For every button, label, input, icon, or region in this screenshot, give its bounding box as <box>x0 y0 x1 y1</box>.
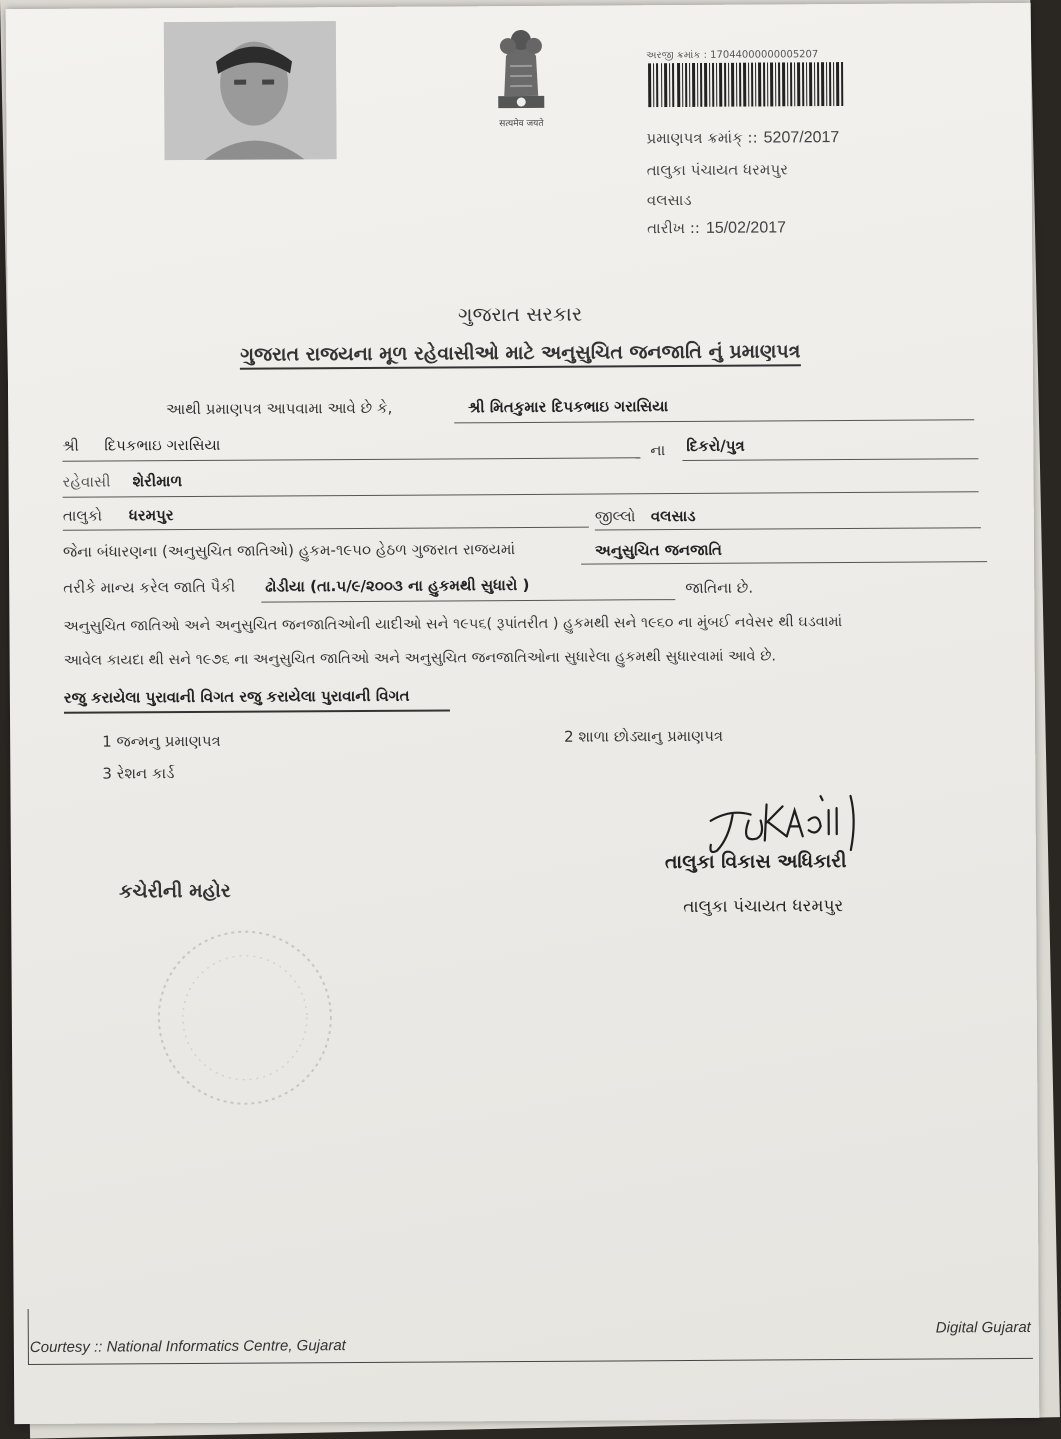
holder-name-line <box>454 419 974 423</box>
issue-date: 15/02/2017 <box>705 219 787 237</box>
caste-suffix: જાતિના છે. <box>685 578 754 598</box>
issue-date-label: તારીખ :: <box>646 218 700 238</box>
issuing-office: તાલુકા પંચાયત ધરમપુર <box>646 160 788 180</box>
resident-line <box>63 491 979 498</box>
certificate-number-label: પ્રમાણપત્ર ક્રમાંક્ :: <box>646 128 758 148</box>
document-item-2: 2 શાળા છોડ્યાનુ પ્રમાણપત્ર <box>564 726 724 746</box>
intro-label: આથી પ્રમાણપત્ર આપવામા આવે છે કે, <box>166 398 393 419</box>
taluka-line <box>63 527 589 531</box>
resident-value: શેરીમાળ <box>132 472 183 491</box>
resident-label: રહેવાસી <box>62 472 111 491</box>
footer-line <box>28 1358 1033 1365</box>
na-label: ના <box>650 441 666 460</box>
taluka-value: ધરમપુર <box>128 506 174 525</box>
photo-portrait-icon <box>164 21 337 160</box>
national-emblem <box>476 16 567 139</box>
caste-line <box>261 599 675 603</box>
father-name: દિપકભાઇ ગરાસિયા <box>104 435 221 455</box>
barcode <box>646 62 846 107</box>
shri-label: શ્રી <box>62 436 79 455</box>
certificate-number-row <box>646 128 839 148</box>
district-value: વલસાડ <box>650 506 696 526</box>
category-value: અનુસુચિત જનજાતિ <box>594 540 723 560</box>
certificate-title-text: ગુજરાત રાજયના મૂળ રહેવાસીઓ માટે અનુસુચિત જનજાતિ નું પ્રમાણપત્ર <box>240 340 800 369</box>
officer-office: તાલુકા પંચાયત ધરમપુર <box>683 896 844 918</box>
paragraph-line-1: અનુસુચિત જાતિઓ અને અનુસુચિત જનજાતિઓની યાદીઓ સને ૧૯૫૬( રૂપાંતરીત ) હુકમથી સને ૧૯૬૦ ના મુંબઈ નવેસર થી ઘડવામાં <box>63 614 843 635</box>
recognized-label: તરીકે માન્ય કરેલ જાતિ પૈકી <box>63 577 236 597</box>
officer-title: તાલુકા વિકાસ અધિકારી <box>664 850 847 874</box>
digital-gujarat-text: Digital Gujarat <box>935 1318 1031 1337</box>
constitution-label: જેના બંધારણના (અનુસુચિત જાતિઓ) હુકમ-૧૯૫૦ હેઠળ ગુજરાત રાજયમાં <box>62 540 516 561</box>
courtesy-text: Courtesy :: National Informatics Centre, Gujarat <box>29 1337 346 1357</box>
emblem-motto: सत्यमेव जयते <box>499 118 544 130</box>
certificate-number: 5207/2017 <box>763 129 840 147</box>
ashoka-emblem-icon <box>476 16 567 117</box>
category-line <box>581 561 987 564</box>
father-name-line <box>62 457 640 462</box>
certificate-title <box>8 339 1033 367</box>
holder-name: શ્રી મિતકુમાર દિપકભાઇ ગરાસિયા <box>468 397 669 417</box>
paragraph-line-2: આવેલ કાયદા થી સને ૧૯૭૬ ના અનુસુચિત જાતિઓ અને અનુસુચિત જનજાતિઓના સુધારેલા હુકમથી સુધારવામાં આવે છે. <box>63 648 777 669</box>
relation: દિકરો/પુત્ર <box>686 436 745 455</box>
taluka-label: તાલુકો <box>62 506 103 525</box>
office-seal-label: કચેરીની મહોર <box>119 879 231 903</box>
document-item-1: 1 જન્મનુ પ્રમાણપત્ર <box>102 731 221 751</box>
district-label: જીલ્લો <box>594 507 636 526</box>
footer-frame-left <box>28 1309 29 1364</box>
district-line <box>595 527 981 530</box>
document-item-3: 3 રેશન કાર્ડ <box>102 764 175 783</box>
application-number: અરજી ક્રમાંક : 17044000000005207 <box>645 49 819 62</box>
relation-line <box>682 458 978 461</box>
government-heading: ગુજરાત સરકાર <box>457 301 583 327</box>
office-seal-stamp <box>149 922 340 1113</box>
issuing-district: વલસાડ <box>646 190 692 210</box>
caste-value: ઢોડીયા (તા.૫/૯/૨૦૦૩ ના હુકમથી સુધારો ) <box>265 575 530 596</box>
documents-heading: રજુ કરાયેલા પુરાવાની વિગત રજુ કરાયેલા પુરાવાની વિગત <box>63 686 410 707</box>
documents-heading-line <box>64 709 450 713</box>
certificate-page <box>6 3 1040 1424</box>
applicant-photo <box>164 21 337 160</box>
issue-date-row <box>647 218 786 238</box>
